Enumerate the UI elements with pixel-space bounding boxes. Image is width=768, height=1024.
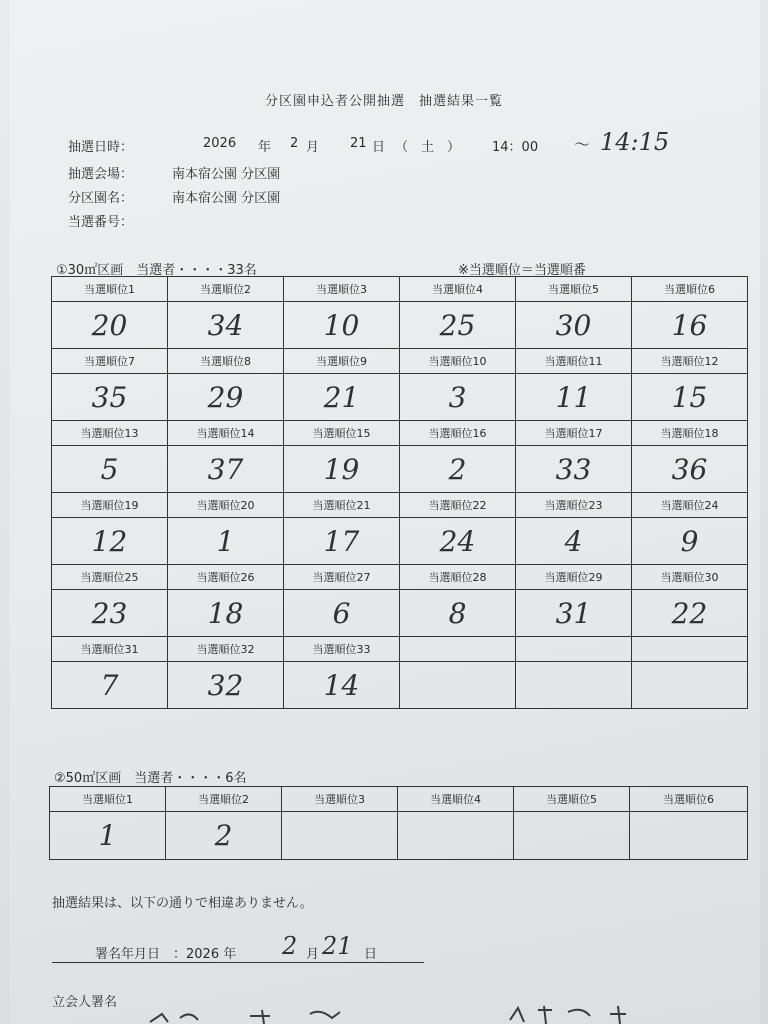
section1-note: ※当選順位＝当選順番 (458, 263, 586, 278)
start-time: 14：00 (492, 140, 539, 155)
section2-heading: ②50㎡区画 当選者・・・・6名 (54, 771, 247, 786)
winning-number: 35 (52, 374, 168, 421)
sign-month-handwritten: 2 (282, 932, 298, 960)
garden-label: 分区園名： (68, 191, 134, 206)
winning-number: 1 (50, 812, 166, 860)
year-value: 2026 (203, 136, 237, 151)
rank-label (516, 637, 632, 662)
number-row (68, 211, 164, 230)
rank-label: 当選順位1 (50, 787, 166, 812)
winning-number (398, 812, 514, 860)
day-unit: 日 (372, 140, 386, 155)
garden-row (68, 187, 280, 206)
witness-signatures (120, 1000, 720, 1024)
sign-date-label: 署名年月日 ：2026 年 (95, 947, 237, 962)
winning-number: 32 (168, 662, 284, 709)
winning-number: 6 (284, 590, 400, 637)
winning-number: 34 (168, 302, 284, 349)
rank-label: 当選順位4 (400, 277, 516, 302)
garden-value: 南本宿公園 分区園 (172, 191, 281, 206)
rank-label: 当選順位11 (516, 349, 632, 374)
rank-label: 当選順位3 (284, 277, 400, 302)
winning-number: 37 (168, 446, 284, 493)
winning-number: 7 (52, 662, 168, 709)
rank-label: 当選順位21 (284, 493, 400, 518)
winning-number: 12 (52, 518, 168, 565)
rank-label: 当選順位6 (630, 787, 748, 812)
winning-number: 36 (632, 446, 748, 493)
rank-label: 当選順位3 (282, 787, 398, 812)
winning-number: 31 (516, 590, 632, 637)
rank-label: 当選順位17 (516, 421, 632, 446)
rank-label: 当選順位33 (284, 637, 400, 662)
sign-date-underline (52, 962, 424, 963)
rank-label: 当選順位28 (400, 565, 516, 590)
rank-label: 当選順位22 (400, 493, 516, 518)
winning-number: 2 (166, 812, 282, 860)
winning-number: 19 (284, 446, 400, 493)
section1-number-row (52, 590, 748, 637)
winning-number: 20 (52, 302, 168, 349)
month-unit: 月 (306, 140, 320, 155)
rank-label: 当選順位2 (166, 787, 282, 812)
winning-number (516, 662, 632, 709)
winning-number: 2 (400, 446, 516, 493)
section1-number-row (52, 662, 748, 709)
datetime-label: 抽選日時： (68, 140, 134, 155)
rank-label: 当選順位13 (52, 421, 168, 446)
rank-label: 当選順位5 (514, 787, 630, 812)
section1-label-row (52, 349, 748, 374)
rank-label: 当選順位19 (52, 493, 168, 518)
winning-number: 10 (284, 302, 400, 349)
winning-number: 9 (632, 518, 748, 565)
section2-number-row (50, 812, 748, 860)
winning-number: 15 (632, 374, 748, 421)
rank-label: 当選順位15 (284, 421, 400, 446)
document-title: 分区園申込者公開抽選 抽選結果一覧 (264, 94, 503, 109)
sign-day-unit: 日 (364, 947, 378, 962)
winning-number (514, 812, 630, 860)
venue-value: 南本宿公園 分区園 (172, 167, 281, 182)
rank-label: 当選順位5 (516, 277, 632, 302)
rank-label: 当選順位26 (168, 565, 284, 590)
winning-number: 30 (516, 302, 632, 349)
section1-label-row (52, 637, 748, 662)
section1-results-table (51, 276, 748, 709)
winning-number: 8 (400, 590, 516, 637)
rank-label: 当選順位7 (52, 349, 168, 374)
winning-number: 29 (168, 374, 284, 421)
section1-number-row (52, 302, 748, 349)
rank-label: 当選順位12 (632, 349, 748, 374)
rank-label: 当選順位14 (168, 421, 284, 446)
section1-label-row (52, 277, 748, 302)
rank-label: 当選順位31 (52, 637, 168, 662)
section1-number-row (52, 518, 748, 565)
number-label: 当選番号： (68, 215, 134, 230)
winning-number (400, 662, 516, 709)
datetime-row (68, 136, 164, 155)
winning-number: 3 (400, 374, 516, 421)
day-value: 21 (350, 136, 367, 151)
winning-number: 23 (52, 590, 168, 637)
rank-label: 当選順位16 (400, 421, 516, 446)
rank-label: 当選順位18 (632, 421, 748, 446)
winning-number: 1 (168, 518, 284, 565)
rank-label: 当選順位2 (168, 277, 284, 302)
winning-number: 17 (284, 518, 400, 565)
winning-number (630, 812, 748, 860)
winning-number: 22 (632, 590, 748, 637)
winning-number: 14 (284, 662, 400, 709)
winning-number: 25 (400, 302, 516, 349)
winning-number: 33 (516, 446, 632, 493)
winning-number (282, 812, 398, 860)
section2-results-table (49, 786, 748, 860)
rank-label: 当選順位4 (398, 787, 514, 812)
rank-label: 当選順位24 (632, 493, 748, 518)
tilde: ～ (574, 135, 591, 154)
winning-number: 5 (52, 446, 168, 493)
winning-number: 21 (284, 374, 400, 421)
section1-number-row (52, 374, 748, 421)
rank-label: 当選順位25 (52, 565, 168, 590)
rank-label: 当選順位30 (632, 565, 748, 590)
rank-label: 当選順位32 (168, 637, 284, 662)
rank-label: 当選順位9 (284, 349, 400, 374)
winning-number: 18 (168, 590, 284, 637)
winning-number (632, 662, 748, 709)
confirmation-statement: 抽選結果は、以下の通りで相違ありません。 (52, 896, 313, 911)
rank-label: 当選順位29 (516, 565, 632, 590)
sign-month-unit: 月 (306, 947, 320, 962)
rank-label: 当選順位10 (400, 349, 516, 374)
section2-label-row (50, 787, 748, 812)
winning-number: 24 (400, 518, 516, 565)
rank-label: 当選順位20 (168, 493, 284, 518)
end-time-handwritten: 14:15 (600, 128, 670, 156)
rank-label: 当選順位23 (516, 493, 632, 518)
rank-label: 当選順位1 (52, 277, 168, 302)
month-value: 2 (290, 136, 299, 151)
section1-label-row (52, 565, 748, 590)
witness-label: 立会人署名 (52, 995, 118, 1010)
rank-label: 当選順位8 (168, 349, 284, 374)
rank-label: 当選順位27 (284, 565, 400, 590)
weekday: （ 土 ） (395, 140, 461, 155)
winning-number: 16 (632, 302, 748, 349)
venue-row (68, 163, 280, 182)
winning-number: 4 (516, 518, 632, 565)
section1-heading: ①30㎡区画 当選者・・・・33名 (56, 263, 257, 278)
rank-label (400, 637, 516, 662)
winning-number: 11 (516, 374, 632, 421)
section1-label-row (52, 493, 748, 518)
sign-day-handwritten: 21 (322, 932, 353, 960)
venue-label: 抽選会場： (68, 167, 134, 182)
year-unit: 年 (258, 140, 272, 155)
rank-label: 当選順位6 (632, 277, 748, 302)
section1-number-row (52, 446, 748, 493)
section1-label-row (52, 421, 748, 446)
rank-label (632, 637, 748, 662)
